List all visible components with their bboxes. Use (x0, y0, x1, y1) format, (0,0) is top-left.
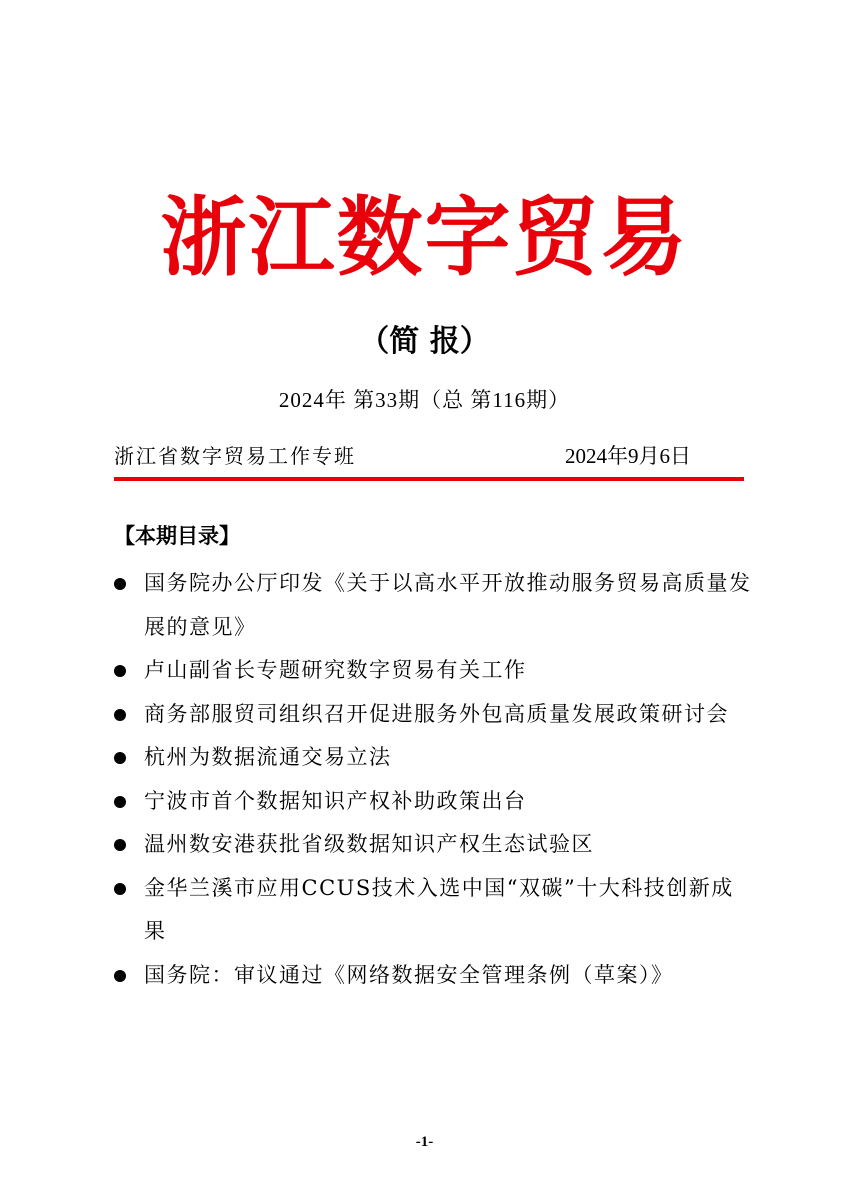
toc-item-text: 杭州为数据流通交易立法 (144, 745, 392, 769)
toc-item-text: 宁波市首个数据知识产权补助政策出台 (144, 788, 527, 813)
issue-number: 2024年 第33期（总 第116期） (278, 388, 571, 412)
toc-item[interactable] (114, 780, 754, 824)
bullet-icon (114, 709, 126, 721)
bullet-icon (114, 970, 126, 982)
toc-item-text: 国务院办公厅印发《关于以高水平开放推动服务贸易高质量发展的意见》 (144, 571, 752, 639)
masthead-title: 浙江数字贸易 (160, 187, 689, 288)
toc-item-text: 卢山副省长专题研究数字贸易有关工作 (144, 658, 527, 682)
toc-item-text: 温州数安港获批省级数据知识产权生态试验区 (144, 832, 594, 856)
toc-title: 【本期目录】 (114, 524, 240, 548)
toc-item[interactable] (114, 693, 754, 737)
issuing-office: 浙江省数字贸易工作专班 (114, 444, 356, 468)
toc-item[interactable] (114, 867, 754, 954)
toc-list (114, 562, 754, 997)
bullet-icon (114, 752, 126, 764)
toc-item[interactable] (114, 823, 754, 867)
toc-item-text: 国务院：审议通过《网络数据安全管理条例（草案）》 (144, 962, 674, 987)
toc-item[interactable] (114, 954, 754, 998)
toc-item[interactable] (114, 649, 754, 693)
bullet-icon (114, 796, 126, 808)
toc-item[interactable] (114, 562, 754, 649)
toc-item[interactable] (114, 736, 754, 780)
toc-item-text: 金华兰溪市应用CCUS技术入选中国“双碳”十大科技创新成果 (144, 875, 734, 943)
issue-date: 2024年9月6日 (565, 444, 691, 468)
header-divider (114, 477, 744, 481)
subtitle: （简 报） (359, 324, 490, 359)
bullet-icon (114, 578, 126, 590)
toc-item-text: 商务部服贸司组织召开促进服务外包高质量发展政策研讨会 (144, 701, 729, 726)
bullet-icon (114, 839, 126, 851)
page-number: -1- (415, 1134, 434, 1150)
bullet-icon (114, 665, 126, 677)
bullet-icon (114, 883, 126, 895)
